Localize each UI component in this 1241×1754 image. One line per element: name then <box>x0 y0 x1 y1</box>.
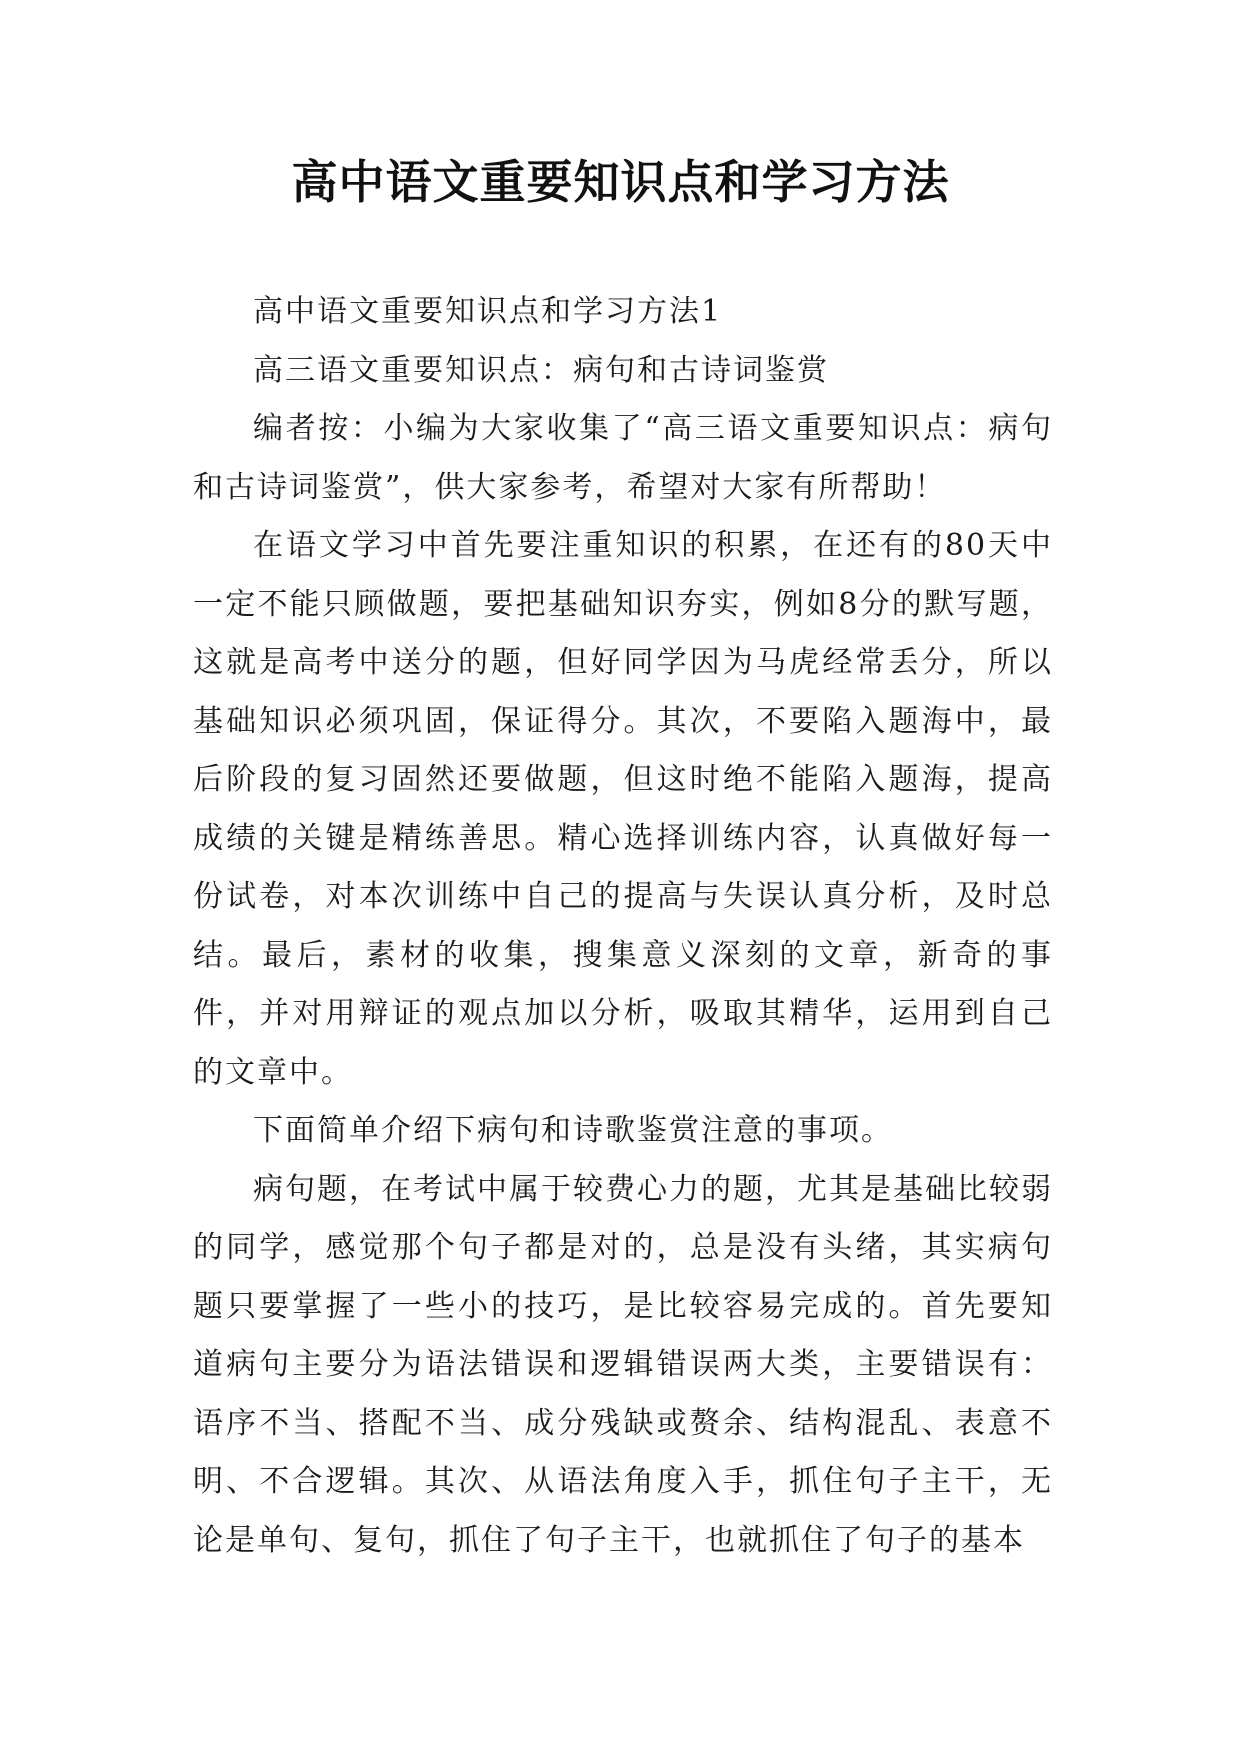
paragraph: 高中语文重要知识点和学习方法1 <box>253 294 723 329</box>
paragraph: 编者按：小编为大家收集了“高三语文重要知识点：病句和古诗词鉴赏”，供大家参考，希望对大家有所帮助！ <box>193 411 1053 505</box>
paragraph: 病句题，在考试中属于较费心力的题，尤其是基础比较弱的同学，感觉那个句子都是对的，总是没有头绪，其实病句题只要掌握了一些小的技巧，是比较容易完成的。首先要知道病句主要分为语法错误和逻辑错误两大类，主要错误有：语序不当、搭配不当、成分残缺或赘余、结构混乱、表意不明、不合逻辑。其次、从语法角度入手，抓住句子主干，无论是单句、复句，抓住了句子主干，也就抓住了句子的基本 <box>193 1171 1053 1558</box>
document-title: 高中语文重要知识点和学习方法 <box>291 155 950 209</box>
document-body <box>193 283 1053 1570</box>
paragraph: 在语文学习中首先要注重知识的积累，在还有的80天中一定不能只顾做题，要把基础知识夯实，例如8分的默写题，这就是高考中送分的题，但好同学因为马虎经常丢分，所以基础知识必须巩固，保证得分。其次，不要陷入题海中，最后阶段的复习固然还要做题，但这时绝不能陷入题海，提高成绩的关键是精练善思。精心选择训练内容，认真做好每一份试卷，对本次训练中自己的提高与失误认真分析，及时总结。最后，素材的收集，搜集意义深刻的文章，新奇的事件，并对用辩证的观点加以分析，吸取其精华，运用到自己的文章中。 <box>193 528 1053 1090</box>
paragraph: 下面简单介绍下病句和诗歌鉴赏注意的事项。 <box>253 1113 893 1148</box>
paragraph: 高三语文重要知识点：病句和古诗词鉴赏 <box>253 352 829 388</box>
